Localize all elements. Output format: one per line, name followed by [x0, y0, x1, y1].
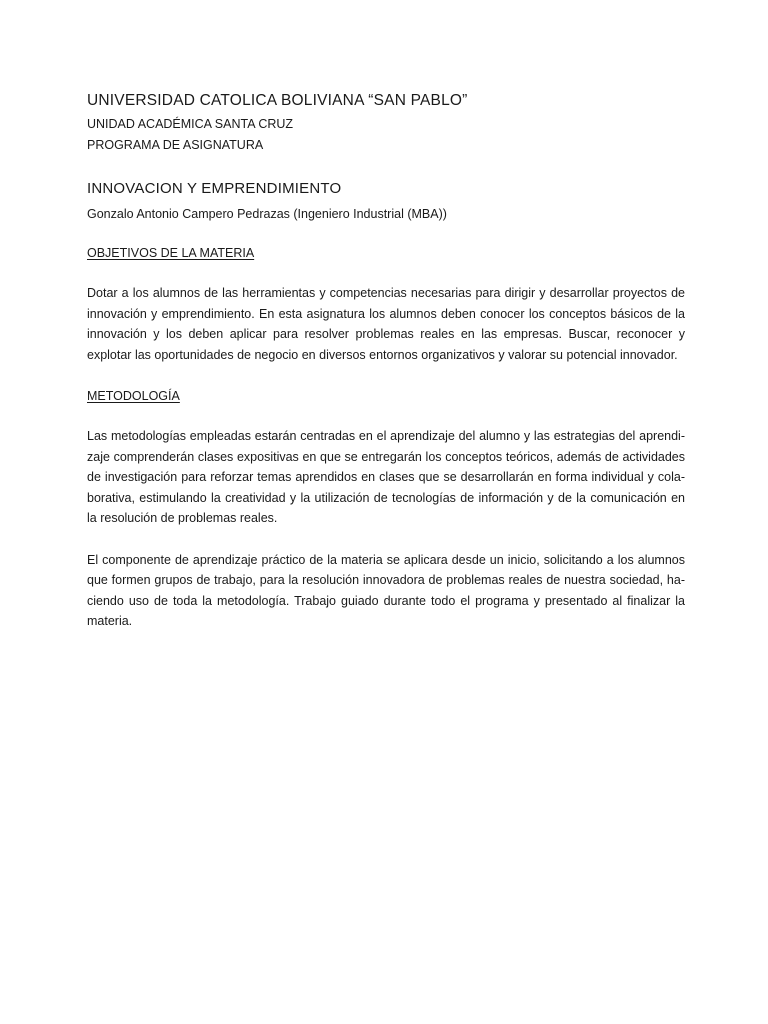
methodology-paragraph-1: Las metodologías empleadas estarán centradas en el aprendizaje del alumno y las estrategias del aprendizaje comprenderán clases expositivas en que se entregarán los conceptos teóricos, además de actividades de investigación para reforzar temas aprendidos en clases que se desarrollarán en forma individual y colaborativa, estimulando la creatividad y la utilización de tecnologías de información y de la comunicación en la resolución de problemas reales. [87, 429, 685, 525]
objectives-heading: OBJETIVOS DE LA MATERIA [87, 246, 255, 260]
objectives-paragraph: Dotar a los alumnos de las herramientas y competencias necesarias para dirigir y desarrollar proyectos de innovación y emprendimiento. En esta asignatura los alumnos deben conocer los conceptos básicos de la innovación y los deben aplicar para resolver problemas reales en las empresas. Buscar, reconocer y explotar las oportunidades de negocio en diversos entornos organizativos y valorar su potencial innovador. [87, 286, 685, 362]
course-title: INNOVACION Y EMPRENDIMIENTO [87, 180, 342, 197]
document-page [87, 90, 685, 632]
methodology-paragraph-2: El componente de aprendizaje práctico de la materia se aplicara desde un inicio, solicitando a los alumnos que formen grupos de trabajo, para la resolución innovadora de problemas reales de nuestra sociedad, haciendo uso de toda la metodología. Trabajo guiado durante todo el programa y presentado al finalizar la materia. [87, 552, 685, 628]
university-title: UNIVERSIDAD CATOLICA BOLIVIANA “SAN PABLO” [87, 92, 468, 109]
instructor-name: Gonzalo Antonio Campero Pedrazas (Ingeniero Industrial (MBA)) [87, 207, 447, 221]
program-label: PROGRAMA DE ASIGNATURA [87, 138, 264, 152]
academic-unit: UNIDAD ACADÉMICA SANTA CRUZ [87, 117, 294, 131]
header-subtitles [87, 114, 685, 156]
methodology-heading: METODOLOGÍA [87, 389, 180, 403]
